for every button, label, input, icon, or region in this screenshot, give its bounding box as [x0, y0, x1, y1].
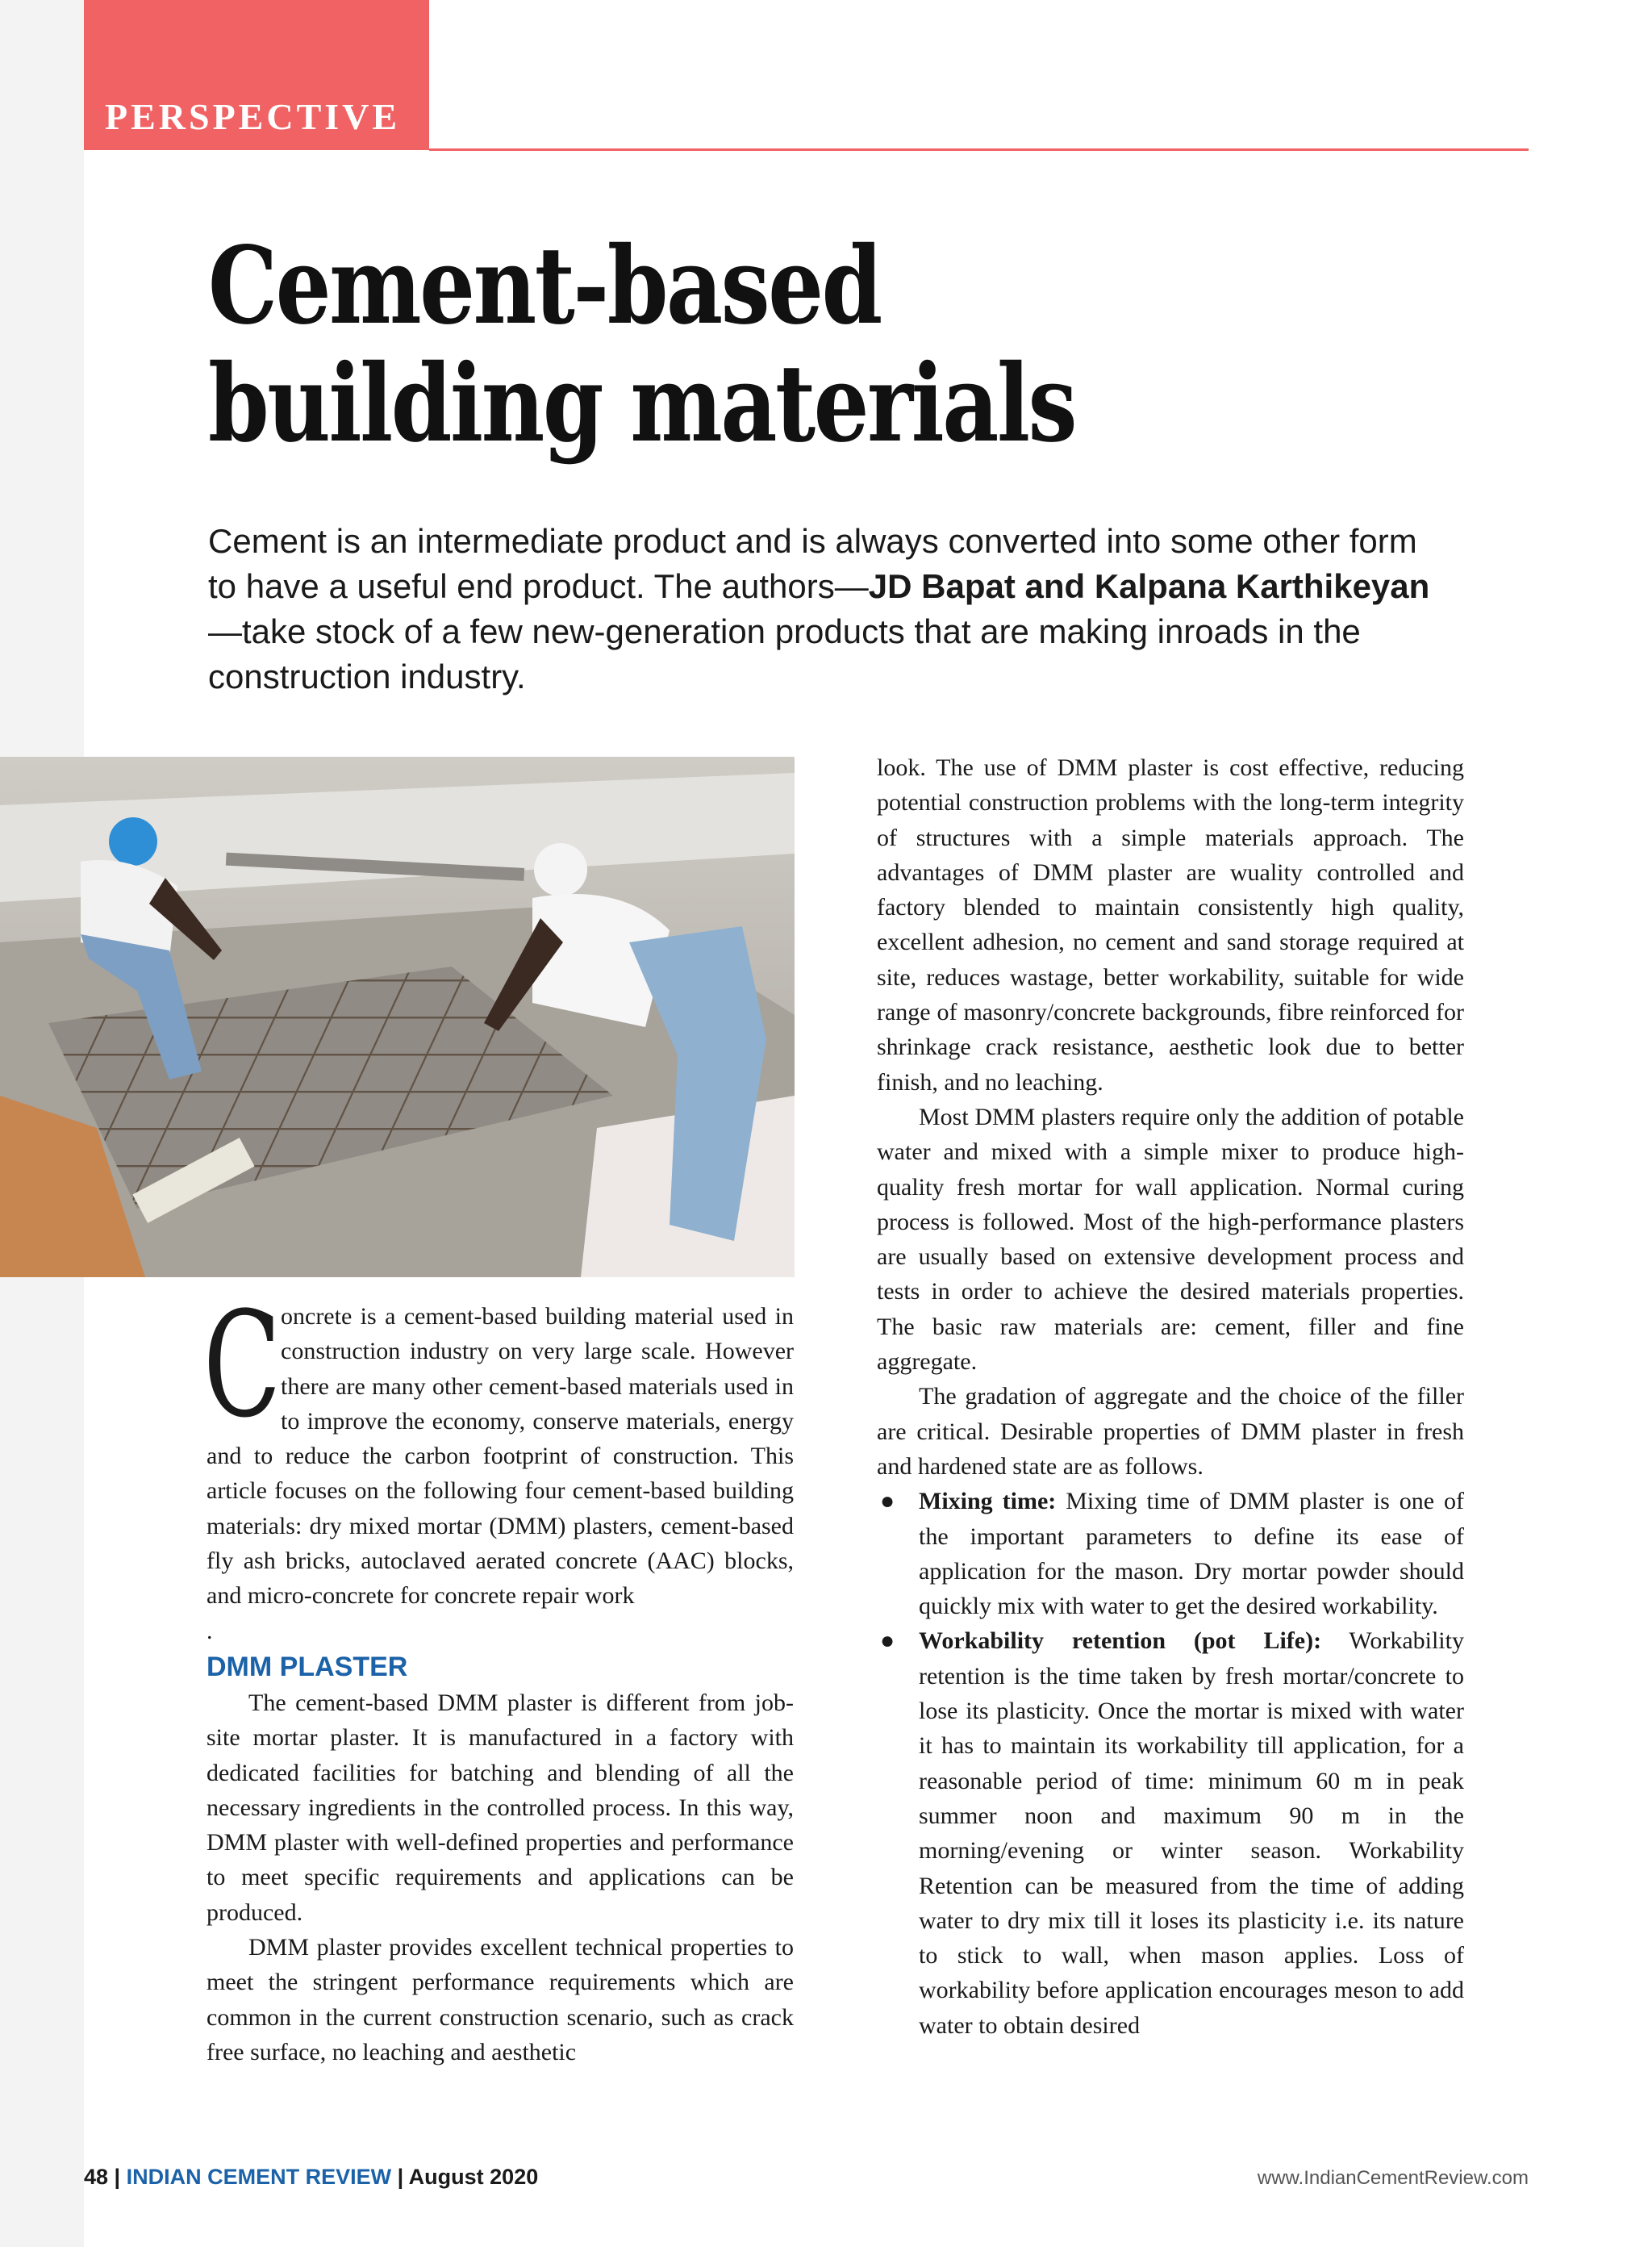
column-left [203, 1281, 794, 2069]
properties-list [877, 1484, 1464, 2043]
list-item-term: Mixing time: [919, 1488, 1057, 1515]
body-paragraph: Most DMM plasters require only the addition of potable water and mixed with a simple mixer to produce high-quality fresh mortar for wall application. Normal curing process is followed. Most of the high-performance plasters are usually based on extensive development process and tests in order to achieve the desired materials properties. The basic raw materials are: cement, filler and fine aggregate. [877, 1103, 1464, 1376]
website-link[interactable]: www.IndianCementReview.com [1257, 2167, 1529, 2189]
construction-workers-photo [0, 757, 795, 1277]
intro-paragraph [203, 1281, 794, 1648]
intro-tail: . [206, 1617, 213, 1644]
body-paragraph: The gradation of aggregate and the choice of the filler are critical. Desirable properties of DMM plaster in fresh and hardened state are as follows. [877, 1383, 1464, 1480]
body-paragraph: The cement-based DMM plaster is different from job-site mortar plaster. It is manufactured in a factory with dedicated facilities for batching and blending of all the necessary ingredients in the controlled process. In this way, DMM plaster with well-defined properties and performance to meet specific requirements and applications can be produced. [206, 1689, 794, 1926]
body-paragraph: DMM plaster provides excellent technical properties to meet the stringent performance requirements which are common in the current construction scenario, such as crack free surface, no leaching and aesthetic [206, 1934, 794, 2065]
standfirst-text-end: —take stock of a few new-generation products that are making inroads in the construction industry. [208, 612, 1361, 695]
page-number: 48 [84, 2165, 109, 2189]
intro-text: oncrete is a cement-based building material used in construction industry on very large scale. However there are many other cement-based materials used in to improve the economy, conserve materials, energy and to reduce the carbon footprint of construction. This article focuses on the following four cement-based building materials: dry mixed mortar (DMM) plasters, cement-based fly ash bricks, autoclaved aerated concrete (AAC) blocks, and micro-concrete for concrete repair work [206, 1303, 794, 1610]
footer-separator: | [108, 2165, 127, 2189]
standfirst [208, 519, 1434, 700]
issue-date: | August 2020 [391, 2165, 539, 2189]
article-title: Cement-based building materials [208, 223, 1076, 466]
subhead-dmm-plaster: DMM PLASTER [206, 1651, 408, 1682]
publication-name: INDIAN CEMENT REVIEW [126, 2165, 392, 2189]
section-label: PERSPECTIVE [105, 96, 401, 137]
list-item-term: Workability retention (pot Life): [919, 1627, 1322, 1655]
list-item-text: Workability retention is the time taken by fresh mortar/concrete to lose its plasticity. Once the mortar is mixed with water it has to maintain its workability till application, for a reasonable period of time: minimum 60 m in peak summer noon and maximum 90 m in the morning/evening or winter season. Workability Retention can be measured from the time of adding water to dry mix till it loses its plasticity i.e. its nature to stick to wall, when mason applies. Loss of workability before application encourages meson to add water to obtain desired [919, 1627, 1464, 2039]
header-rule [429, 148, 1529, 151]
list-item [877, 1484, 1464, 1623]
list-item-text: Mixing time of DMM plaster is one of the important parameters to define its ease of application for the mason. Dry mortar powder should quickly mix with water to get the desired workability. [919, 1488, 1464, 1620]
author-names: JD Bapat and Kalpana Karthikeyan [868, 567, 1430, 605]
bullet-icon: ● [880, 1627, 895, 1655]
bullet-icon: ● [880, 1488, 895, 1515]
column-right [877, 750, 1464, 2043]
article-photo [0, 757, 795, 1277]
list-item [877, 1623, 1464, 2043]
body-paragraph-continued: look. The use of DMM plaster is cost effective, reducing potential construction problems with the long-term integrity of structures with a simple materials approach. The advantages of DMM plaster are wuality controlled and factory blended to maintain consistently high quality, excellent adhesion, no cement and sand storage required at site, reduces wastage, better workability, suitable for wide range of masonry/concrete backgrounds, fibre reinforced for shrinkage crack resistance, aesthetic look due to better finish, and no leaching. [877, 754, 1464, 1096]
standfirst-text: Cement is an intermediate product and is always converted into some other form to have a useful end product. The authors— [208, 522, 1417, 605]
page-footer [84, 2165, 538, 2190]
drop-cap: C [203, 1281, 282, 1450]
